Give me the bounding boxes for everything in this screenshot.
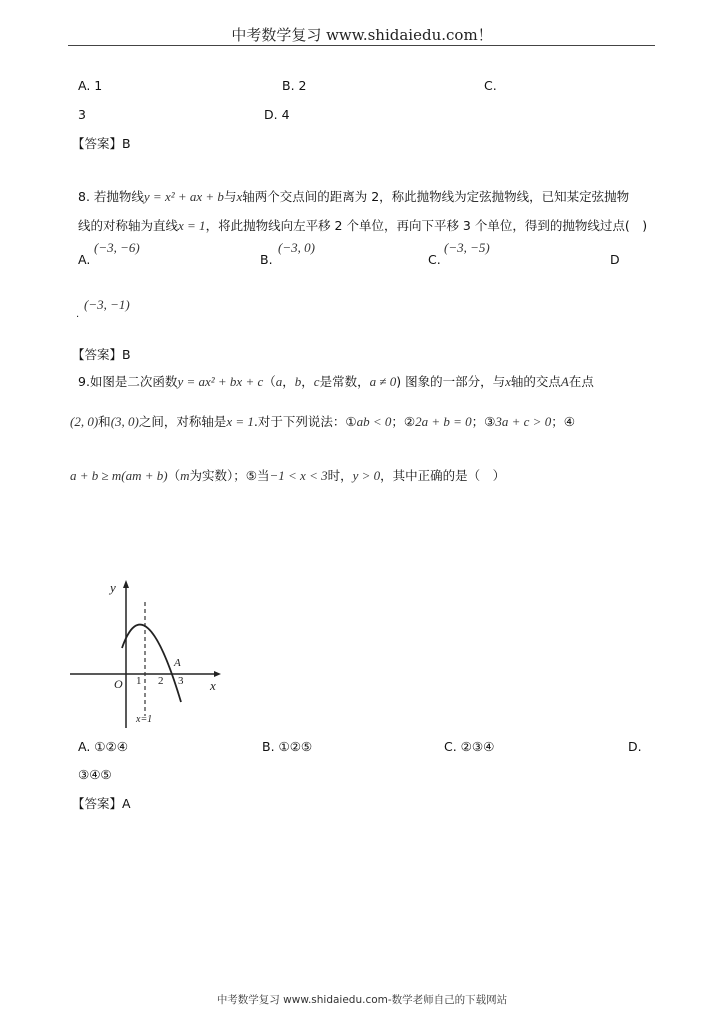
q9-text: 和 [98, 414, 111, 429]
q9-point-a: A [560, 374, 569, 389]
q9-statement-5-range: −1 < x < 3 [269, 468, 328, 483]
q9-var-m: m [180, 468, 190, 483]
q9-point-2-0: (2, 0) [70, 414, 99, 429]
q8-text: 与 [223, 189, 237, 204]
q8-line1 [78, 187, 629, 205]
y-axis-arrow [123, 580, 129, 588]
q8-option-c: C. [428, 252, 441, 267]
q7-option-c: C. [484, 78, 497, 93]
header-rule [68, 45, 655, 46]
q7-option-d: D. 4 [264, 107, 290, 122]
graph-tick-2: 2 [158, 675, 164, 687]
q9-option-d-value: ③④⑤ [78, 767, 112, 782]
q9-option-c: C. ②③④ [444, 739, 495, 754]
parabola-curve [122, 625, 181, 702]
q9-text: 之间，对称轴是 [138, 414, 227, 429]
q9-text: 为实数）；⑤当 [189, 468, 270, 483]
q9-text: 是常数， [319, 374, 370, 389]
q9-a-nonzero: a ≠ 0 [369, 374, 397, 389]
q9-function-formula: y = ax² + bx + c [177, 374, 264, 389]
graph-origin-label: O [114, 677, 123, 691]
graph-y-label: y [110, 580, 116, 595]
q9-text: ，其中正确的是（ ） [380, 468, 506, 483]
q8-option-b-value: (−3, 0) [278, 240, 315, 255]
q9-statement-1: ab < 0 [356, 414, 392, 429]
graph-x-label: x [210, 678, 216, 693]
q9-text: ， [282, 374, 295, 389]
graph-point-a: A [174, 657, 181, 669]
q8-text: 线的对称轴为直线 [78, 218, 179, 233]
q9-line1 [78, 372, 594, 390]
q8-dot: . [76, 309, 80, 320]
q8-option-d: D [610, 252, 620, 267]
q9-var-x: x [505, 374, 511, 389]
q9-line2 [70, 412, 575, 430]
q9-statement-3: 3a + c > 0 [495, 414, 552, 429]
q9-answer: 【答案】A [72, 796, 131, 811]
q9-var-a: a [275, 374, 283, 389]
q9-option-b: B. ①②⑤ [262, 739, 313, 754]
q9-text: ) 图象的一部分，与 [396, 374, 506, 389]
graph-tick-3: 3 [178, 675, 184, 687]
page-footer: 中考数学复习 www.shidaiedu.com-数学老师自己的下载网站 [216, 994, 508, 1006]
q8-text: 8. 若抛物线 [78, 189, 144, 204]
q8-option-c-value: (−3, −5) [444, 240, 490, 255]
q8-text: 轴两个交点间的距离为 2，称此抛物线为定弦抛物线，已知某定弦抛物 [242, 189, 630, 204]
graph-tick-1: 1 [136, 675, 142, 687]
q9-statement-5-ypos: y > 0 [352, 468, 381, 483]
q9-statement-2: 2a + b = 0 [415, 414, 472, 429]
q9-text: ；④ [551, 414, 575, 429]
q9-text: 时， [327, 468, 353, 483]
q9-text: ；③ [471, 414, 496, 429]
q9-text: .对于下列说法：① [253, 414, 357, 429]
q7-option-c-value: 3 [78, 107, 86, 122]
q8-line2 [78, 216, 647, 234]
q9-text: （ [167, 468, 181, 483]
q9-var-b: b [294, 374, 302, 389]
q9-option-d: D. [628, 739, 642, 754]
q8-formula-parabola: y = x² + ax + b [143, 189, 224, 204]
q9-text: 9.如图是二次函数 [78, 374, 178, 389]
q8-option-b: B. [260, 252, 273, 267]
q9-axis: x = 1 [226, 414, 254, 429]
q9-var-c: c [313, 374, 320, 389]
q9-line3 [70, 466, 505, 484]
q8-answer: 【答案】B [72, 347, 131, 362]
q9-text: 在点 [568, 374, 594, 389]
q9-point-3-0: (3, 0) [110, 414, 139, 429]
x-axis-arrow [214, 671, 221, 677]
q9-text: 轴的交点 [510, 374, 561, 389]
q7-option-b: B. 2 [282, 78, 307, 93]
q8-axis-formula: x = 1 [178, 218, 206, 233]
q9-option-a: A. ①②④ [78, 739, 128, 754]
q7-option-a: A. 1 [78, 78, 103, 93]
q8-text: ，将此抛物线向左平移 2 个单位，再向下平移 3 个单位，得到的抛物线过点( ) [205, 218, 648, 233]
graph-axis-label: x=1 [136, 714, 153, 725]
q9-text: ， [301, 374, 314, 389]
q8-option-a-value: (−3, −6) [94, 240, 140, 255]
q9-text: （ [263, 374, 276, 389]
q9-text: ；② [391, 414, 416, 429]
page-header: 中考数学复习 www.shidaiedu.com！ [231, 26, 493, 44]
q9-parabola-graph [64, 576, 234, 730]
q8-var-x: x [236, 189, 243, 204]
q7-answer: 【答案】B [72, 136, 131, 151]
q9-statement-4: a + b ≥ m(am + b) [70, 468, 168, 483]
q8-option-a: A. [78, 252, 91, 267]
q8-option-d-value: (−3, −1) [84, 297, 130, 312]
